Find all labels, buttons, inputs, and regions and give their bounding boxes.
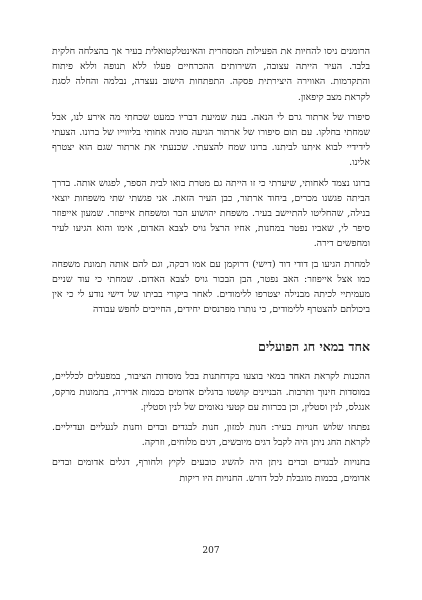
body-paragraph: נפתחו שלוש חנויות בעיר: חנות למזון, חנות לבגדים ובדים וחנות לנעליים ועדיליים. לקראת החג ניתן היה לקבל דגים מיובשים, דגים מלוחים, וזרקה. xyxy=(52,422,370,449)
body-paragraph: ההכנות לקראת האחד במאי בוצעו בקדחתנות בכל מוסדות הציבור, במפעלים לכלליים, במוסדות חינוך ותרבות. הבניינים קושטו בדגלים אדומים בכמות אדירה, בתמונות מרקס, אנגלס, לנין וסטלין, וכן בכרזות עם קטעי נאומים של לנין וסטלין. xyxy=(52,371,370,413)
body-paragraph: למחרת הגיעו בן דודי דוד (דישי) דרוקמן עם אמו רבקה, וגם להם אותה תמונת משפחה כמו אצל אייפוזר: האב נפטר, הבן הבכור גויס לצבא האדום. שמחתי כי עוד שניים מעמיתיי לכיתה מבנילה יצטרפו ללימודים. לאחר ביקורי בביתו של דישי נודע לי כי אין ביכולתם להצטרף ללימודים, כי נותרו מפרנסים יחידים, החייבים לחפש עבודה xyxy=(52,258,370,316)
body-paragraph: ברונו נצמד לאחותי, שיערתי כי זו הייתה גם מטרת בואו לבית הספר, לפגוש אותה. בדרך הביתה פגשנו מכרים, ביחוד ארתור, כבן העיר הזאת. אני פגשתי שתי משפחות יוצאי בנילה, שהחליטו להתיישב בעיר. משפחת יהושוע הבר ומשפחת אייפוזר. שמעון אייפוזר סיפר לי, שאביו נפטר במחנות, אחיו הרצל גויס לצבא האדום, אימו והוא הגיעו לעיר ומחפשים דירה. xyxy=(52,177,370,250)
page-number: 207 xyxy=(202,546,220,556)
body-paragraph: הרומנים ניסו להחיות את הפעילות המסחרית והאינטלקטואלית בעיר אך בהצלחה חלקית בלבד. העיר הייתה עצובה, השירותים ההכרחיים פעלו ללא תנופה וללא פיתוח והתקדמות. האווירה היצירתית פסקה. התפתחות הישוב נעצרה, נבלמה והחלה לסגת לקראת מצב קיפאון. xyxy=(52,46,370,103)
body-paragraph: בחנויות לבגדים ובדים ניתן היה להשיג כובעים לקיץ ולחורף, דגלים אדומים ובדים אדומים, בכמות מוגבלת לכל דורש. החנויות היו ריקות xyxy=(52,457,370,484)
section-heading: אחד במאי חג הפועלים xyxy=(258,339,370,355)
document-page xyxy=(52,44,370,570)
body-paragraph: סיפורו של ארתור גרם לי הנאה. בעת שמיעת דבריו כמעט שכחתי מה אירע לנו, אבל שמחתי בחלקו. עם תום סיפורו של ארתור הגיעה סוניה אחותי בליווייו של ברונו. הצעתי לידידיי לבוא איתנו לביתנו. ברונו שמח להצעתי. שכנעתי את ארתור שגם הוא יצטרף אלינו. xyxy=(52,111,370,169)
